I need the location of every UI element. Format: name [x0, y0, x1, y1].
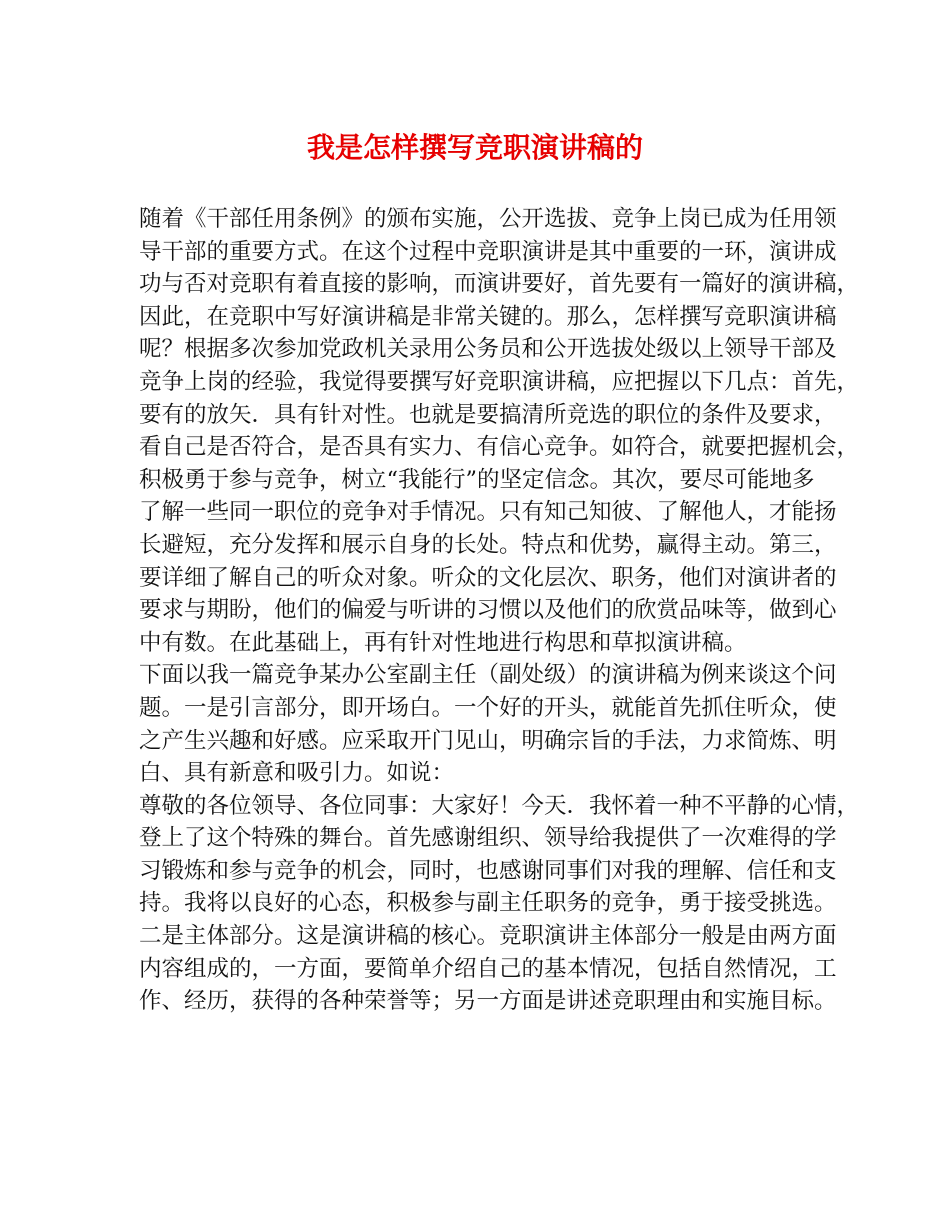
text-line: 中有数。在此基础上，再有针对性地进行构思和草拟演讲稿。 — [139, 629, 747, 656]
text-line: 内容组成的，一方面，要简单介绍自己的基本情况，包括自然情况，工 — [139, 955, 837, 982]
text-line: 之产生兴趣和好感。应采取开门见山，明确宗旨的手法，力求简炼、明 — [139, 727, 837, 754]
text-line: 因此，在竞职中写好演讲稿是非常关键的。那么，怎样撰写竞职演讲稿 — [139, 303, 837, 330]
text-line: 长避短，充分发挥和展示自身的长处。特点和优势，赢得主动。第三， — [139, 531, 837, 558]
document-title: 我是怎样撰写竞职演讲稿的 — [306, 131, 643, 164]
text-line: 看自己是否符合，是否具有实力、有信心竞争。如符合，就要把握机会， — [139, 434, 860, 461]
text-line: 二是主体部分。这是演讲稿的核心。竞职演讲主体部分一般是由两方面 — [139, 923, 837, 950]
text-line: 下面以我一篇竞争某办公室副主任（副处级）的演讲稿为例来谈这个问 — [139, 662, 837, 689]
text-line: 要详细了解自己的听众对象。听众的文化层次、职务，他们对演讲者的 — [139, 564, 837, 591]
text-line: 习锻炼和参与竞争的机会，同时，也感谢同事们对我的理解、信任和支 — [139, 857, 837, 884]
text-line: 了解一些同一职位的竞争对手情况。只有知己知彼、了解他人，才能扬 — [139, 499, 837, 526]
text-line: 随着《干部任用条例》的颁布实施，公开选拔、竞争上岗已成为任用领 — [139, 206, 837, 232]
text-line: 竞争上岗的经验，我觉得要撰写好竞职演讲稿，应把握以下几点：首先， — [139, 368, 860, 395]
text-line: 积极勇于参与竞争，树立“我能行”的坚定信念。其次，要尽可能地多 — [139, 466, 815, 493]
text-line: 作、经历，获得的各种荣誉等；另一方面是讲述竞职理由和实施目标。 — [139, 988, 837, 1015]
text-line: 要求与期盼，他们的偏爱与听讲的习惯以及他们的欣赏品味等，做到心 — [139, 597, 837, 624]
text-line: 呢？根据多次参加党政机关录用公务员和公开选拔处级以上领导干部及 — [139, 336, 837, 363]
text-line: 题。一是引言部分，即开场白。一个好的开头，就能首先抓住听众，使 — [139, 694, 837, 721]
text-line: 导干部的重要方式。在这个过程中竞职演讲是其中重要的一环，演讲成 — [139, 238, 837, 265]
text-line: 要有的放矢．具有针对性。也就是要搞清所竞选的职位的条件及要求， — [139, 401, 837, 428]
text-line: 持。我将以良好的心态，积极参与副主任职务的竞争，勇于接受挑选。 — [139, 890, 837, 917]
document-body — [139, 203, 860, 1018]
text-line: 登上了这个特殊的舞台。首先感谢组织、领导给我提供了一次难得的学 — [139, 825, 837, 852]
text-line: 功与否对竞职有着直接的影响，而演讲要好，首先要有一篇好的演讲稿， — [139, 271, 860, 298]
text-line: 白、具有新意和吸引力。如说： — [139, 760, 455, 787]
text-line: 尊敬的各位领导、各位同事：大家好！今天．我怀着一种不平静的心情， — [139, 792, 860, 819]
